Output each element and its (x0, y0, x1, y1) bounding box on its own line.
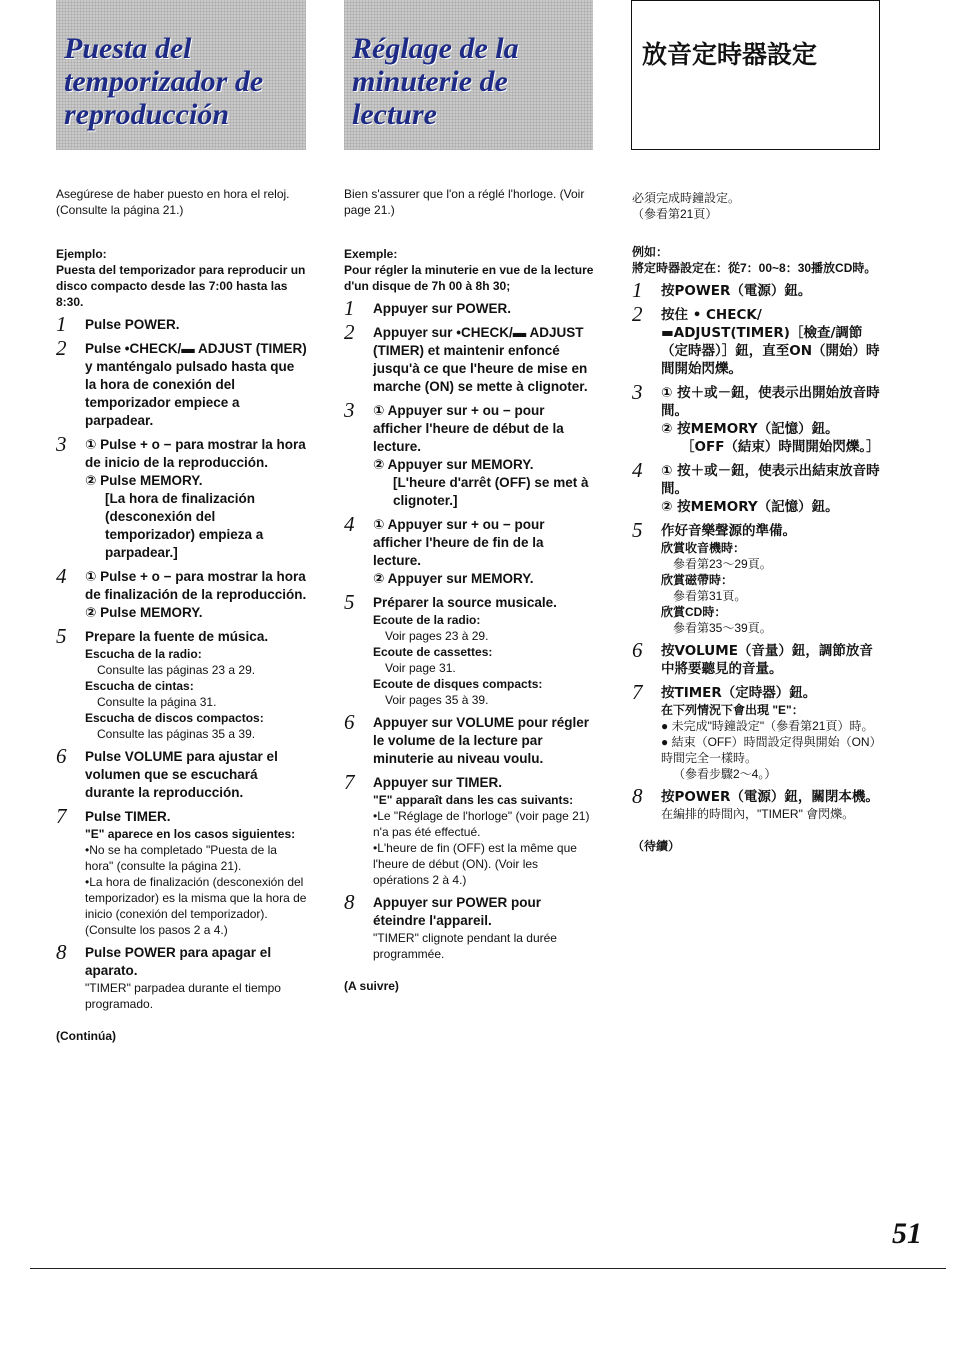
title-es: Puesta del temporizador de reproducción (64, 32, 264, 131)
step-6: 6 Appuyer sur VOLUME pour régler le volume de la lecture par minuterie au niveau voulu. (344, 710, 590, 766)
example-text: 將定時器設定在：從7：00~8：30播放CD時。 (632, 261, 877, 275)
example-text: Pour régler la minuterie en vue de la lecture d'un disque de 7h 00 à 8h 30; (344, 263, 594, 293)
step-2: 2 Appuyer sur •CHECK/▬ ADJUST (TIMER) et maintenir enfoncé jusqu'à ce que l'heure de mise en marche (ON) se mette à clignoter. (344, 320, 588, 394)
header-es (56, 0, 306, 150)
step-3: 3 ① 按＋或－鈕，使表示出開始放音時間。 ② 按MEMORY（記憶）鈕。 ［OFF（結束）時間開始閃爍。］ (632, 380, 880, 455)
header-fr (344, 0, 593, 150)
step-1: 1 Pulse POWER. (56, 312, 180, 336)
step-2: 2 按住 • CHECK/▬ADJUST(TIMER)［檢查/調節（定時器）］鈕，直至ON（開始）時間開始閃爍。 (632, 302, 880, 377)
footer-rule (30, 1268, 946, 1269)
step-1: 1 Appuyer sur POWER. (344, 296, 512, 320)
intro: Asegúrese de haber puesto en hora el reloj. (Consulte la página 21.) (56, 187, 290, 217)
header-zh (631, 0, 880, 150)
step-4: 4 ① 按＋或－鈕，使表示出結束放音時間。 ② 按MEMORY（記憶）鈕。 (632, 458, 880, 515)
intro-ref: （參看第21頁） (632, 207, 718, 221)
step-2: 2 Pulse •CHECK/▬ ADJUST (TIMER) y manténgalo pulsado hasta que la hora de conexión del temporizador empiece a parpadear. (56, 336, 307, 428)
column-fr (344, 186, 594, 994)
intro: Bien s'assurer que l'on a réglé l'horloge. (Voir page 21.) (344, 187, 585, 217)
continue-note: (A suivre) (344, 979, 399, 993)
column-zh (632, 190, 884, 854)
intro: 必須完成時鐘設定。 (632, 191, 741, 205)
step-7: 7 按TIMER（定時器）鈕。 在下列情況下會出現 "E"： ● 未完成"時鐘設定"（參看第21頁）時。 ● 結束（OFF）時間設定得與開始（ON）時間完全一樣時。 （參看步驟2～4。） (632, 680, 882, 781)
step-6: 6 按VOLUME（音量）鈕，調節放音中將要聽見的音量。 (632, 638, 873, 677)
step-4: 4 ① Pulse + o − para mostrar la hora de finalización de la reproducción. ② Pulse MEMORY. (56, 564, 307, 620)
example-label: Ejemplo: (56, 247, 107, 261)
step-5: 5 Préparer la source musicale. Ecoute de la radio: Voir pages 23 à 29. Ecoute de cassettes: Voir page 31. Ecoute de disques compacts: Voir pages 35 à 39. (344, 590, 557, 707)
example-label: Exemple: (344, 247, 398, 261)
example-text: Puesta del temporizador para reproducir un disco compacto desde las 7:00 hasta las 8:30. (56, 263, 306, 309)
step-3: 3 ① Pulse + o − para mostrar la hora de inicio de la reproducción. ② Pulse MEMORY. [La hora de finalización (desconexión del temporizador) empieza a parpadear.] (56, 432, 306, 560)
column-es (56, 186, 307, 1044)
step-6: 6 Pulse VOLUME para ajustar el volumen que se escuchará durante la reproducción. (56, 744, 278, 800)
step-4: 4 ① Appuyer sur + ou − pour afficher l'heure de fin de la lecture. ② Appuyer sur MEMORY. (344, 512, 545, 586)
step-7: 7 Pulse TIMER. "E" aparece en los casos siguientes: •No se ha completado "Puesta de la hora" (consulte la página 21). •La hora de finalización (desconexión del temporizador) es la misma que la hora de inicio (conexión del temporizador). (Consulte los pasos 2 a 4.) (56, 804, 307, 937)
example-label: 例如： (632, 245, 669, 259)
continue-note: （待續） (632, 839, 681, 853)
continue-note: (Continúa) (56, 1029, 116, 1043)
step-8: 8 Pulse POWER para apagar el aparato. "TIMER" parpadea durante el tiempo programado. (56, 940, 281, 1011)
step-3: 3 ① Appuyer sur + ou − pour afficher l'heure de début de la lecture. ② Appuyer sur MEMORY. [L'heure d'arrêt (OFF) se met à clignoter.] (344, 398, 589, 508)
step-5: 5 Prepare la fuente de música. Escucha de la radio: Consulte las páginas 23 a 29. Escucha de cintas: Consulte la página 31. Escucha de discos compactos: Consulte las páginas 35 a 39. (56, 624, 269, 741)
step-7: 7 Appuyer sur TIMER. "E" apparaît dans les cas suivants: •Le "Réglage de l'horloge" (voir page 21) n'a pas été effectué. •L'heure de fin (OFF) est la même que l'heure de début (ON). (Voir les opérations 2 à 4.) (344, 770, 590, 887)
page-number: 51 (892, 1217, 922, 1250)
title-zh: 放音定時器設定 (642, 40, 818, 69)
step-8: 8 按POWER（電源）鈕，關閉本機。 在編排的時間內，"TIMER" 會閃爍。 (632, 784, 879, 821)
step-1: 1 按POWER（電源）鈕。 (632, 278, 812, 302)
step-5: 5 作好音樂聲源的準備。 欣賞收音機時： 參看第23～29頁。 欣賞磁帶時： 參看第31頁。 欣賞CD時： 參看第35～39頁。 (632, 518, 796, 635)
step-8: 8 Appuyer sur POWER pour éteindre l'appareil. "TIMER" clignote pendant la durée programmée. (344, 890, 557, 961)
title-fr: Réglage de la minuterie de lecture (352, 32, 519, 131)
